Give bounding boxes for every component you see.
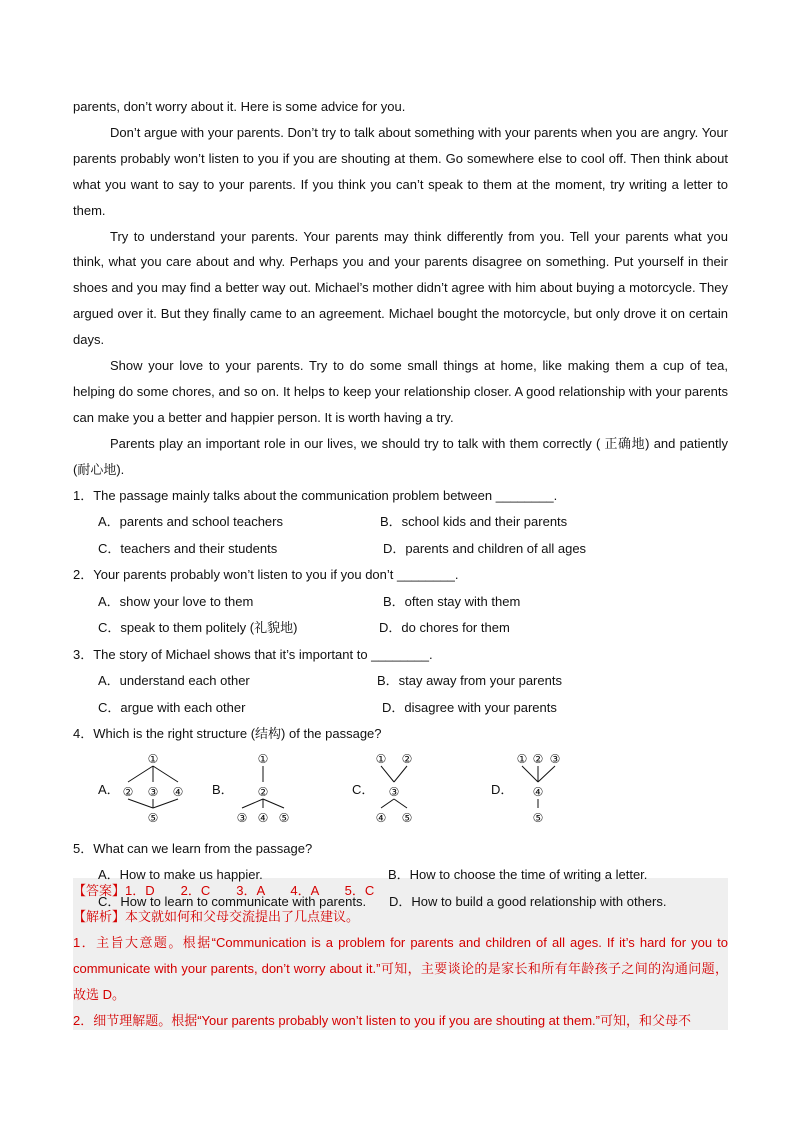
passage-paragraph-3: Try to understand your parents. Your parents may think differently from you. Tell your parents what you think, what you care about and why. Perhaps you and your parents disagree on something. Put yourself in their shoes and you may find a better way out. Michael’s mother didn’t agree with him about buying a motorcycle. They argued over it. But they finally came to an agreement. Michael bought the motorcycle, but only drove it on certain days. [73,228,728,348]
question-1-option-b[interactable]: B．school kids and their parents [380,514,568,530]
question-1-option-d[interactable]: D．parents and children of all ages [383,540,587,556]
diagram-a-label[interactable]: A． [98,781,120,797]
diagram-d-node-3: ③ [549,751,561,766]
analysis-question-2: 2．细节理解题。根据“Your parents probably won’t listen to you if you are shouting at them.”可知，和父母不 [73,1013,691,1028]
passage-paragraph-5: Parents play an important role in our lives, we should try to talk with them correctly ( 正确地) and patiently (耐心地). [73,435,728,477]
answer-key: 【答案】1．D 2．C 3．A 4．A 5．C [73,883,375,898]
diagram-c-node-4: ④ [375,810,387,825]
question-2-option-a[interactable]: A．show your love to them [98,593,254,609]
structure-diagram-d[interactable] [509,750,579,836]
structure-diagrams [73,750,728,836]
question-3-option-b[interactable]: B．stay away from your parents [377,673,562,689]
question-2-option-c[interactable]: C．speak to them politely (礼貌地) [98,620,298,636]
diagram-b-node-2: ② [257,784,269,799]
diagram-c-node-1: ① [375,751,387,766]
diagram-b-node-4: ④ [257,810,269,825]
question-5-option-d[interactable]: D．How to build a good relationship with others. [389,893,667,909]
diagram-a-node-2: ② [122,784,134,799]
question-3-option-c[interactable]: C．argue with each other [98,699,246,715]
question-2-options-row-2 [73,615,728,642]
question-1-options-row-1 [73,509,728,536]
structure-diagram-a[interactable] [115,750,195,836]
analysis-question-1: 1．主旨大意题。根据“Communication is a problem for parents and children of all ages. If it’s hard for you to communicate with your parents, don’t worry about it.”可知，主要谈论的是家长和所有年龄孩子之间的沟通问题，故选 D。 [73,935,728,1002]
diagram-d-node-2: ② [532,751,544,766]
diagram-b-node-1: ① [257,751,269,766]
question-5-option-a[interactable]: A．How to make us happier. [98,867,263,883]
diagram-d-label[interactable]: D． [491,781,514,797]
diagram-a-node-5: ⑤ [147,810,159,825]
question-2-options-row-1 [73,589,728,616]
diagram-b-node-3: ③ [236,810,248,825]
diagram-b-label[interactable]: B． [212,781,234,797]
worksheet-page [73,94,728,915]
analysis-intro: 【解析】本文就如何和父母交流提出了几点建议。 [73,909,360,924]
question-2-option-b[interactable]: B．often stay with them [383,593,521,609]
diagram-b-node-5: ⑤ [278,810,290,825]
diagram-c-node-3: ③ [388,784,400,799]
diagram-c-node-5: ⑤ [401,810,413,825]
question-3-stem: 3．The story of Michael shows that it’s important to ________. [73,646,433,662]
question-1-option-c[interactable]: C．teachers and their students [98,540,278,556]
diagram-c-label[interactable]: C． [352,781,375,797]
question-2-stem: 2．Your parents probably won’t listen to you if you don’t ________. [73,567,459,583]
diagram-a-node-1: ① [147,751,159,766]
diagram-c-node-2: ② [401,751,413,766]
question-5-option-b[interactable]: B．How to choose the time of writing a letter. [388,867,648,883]
question-3-option-a[interactable]: A．understand each other [98,673,250,689]
passage-paragraph-1: parents, don’t worry about it. Here is some advice for you. [73,99,406,114]
diagram-a-node-4: ④ [172,784,184,799]
question-2-option-d[interactable]: D．do chores for them [379,620,510,636]
structure-diagram-b[interactable] [231,750,301,836]
question-1-stem: 1．The passage mainly talks about the communication problem between ________. [73,487,558,503]
diagram-d-node-4: ④ [532,784,544,799]
question-1-option-a[interactable]: A．parents and school teachers [98,514,283,530]
question-5-stem: 5．What can we learn from the passage? [73,840,313,856]
question-1-options-row-2 [73,536,728,563]
question-4-stem: 4．Which is the right structure (结构) of the passage? [73,726,382,742]
question-3-option-d[interactable]: D．disagree with your parents [382,699,557,715]
passage-paragraph-4: Show your love to your parents. Try to do some small things at home, like making them a cup of tea, helping do some chores, and so on. It helps to keep your relationship closer. A good relationship with your parents can make you a better and happier person. It is worth having a try. [73,358,728,425]
diagram-d-node-5: ⑤ [532,810,544,825]
question-5-option-c[interactable]: C．How to learn to communicate with parents. [98,893,367,909]
passage-paragraph-2: Don’t argue with your parents. Don’t try to talk about something with your parents when you are angry. Your parents probably won’t listen to you if you are shouting at them. Go somewhere else to cool off. Then think about what you want to say to your parents. If you think you can’t speak to them at the moment, try writing a letter to them. [73,124,728,218]
question-3-options-row-2 [73,695,728,722]
diagram-a-node-3: ③ [147,784,159,799]
answer-section [73,878,728,1034]
diagram-d-node-1: ① [516,751,528,766]
question-3-options-row-1 [73,668,728,695]
structure-diagram-c[interactable] [369,750,439,836]
